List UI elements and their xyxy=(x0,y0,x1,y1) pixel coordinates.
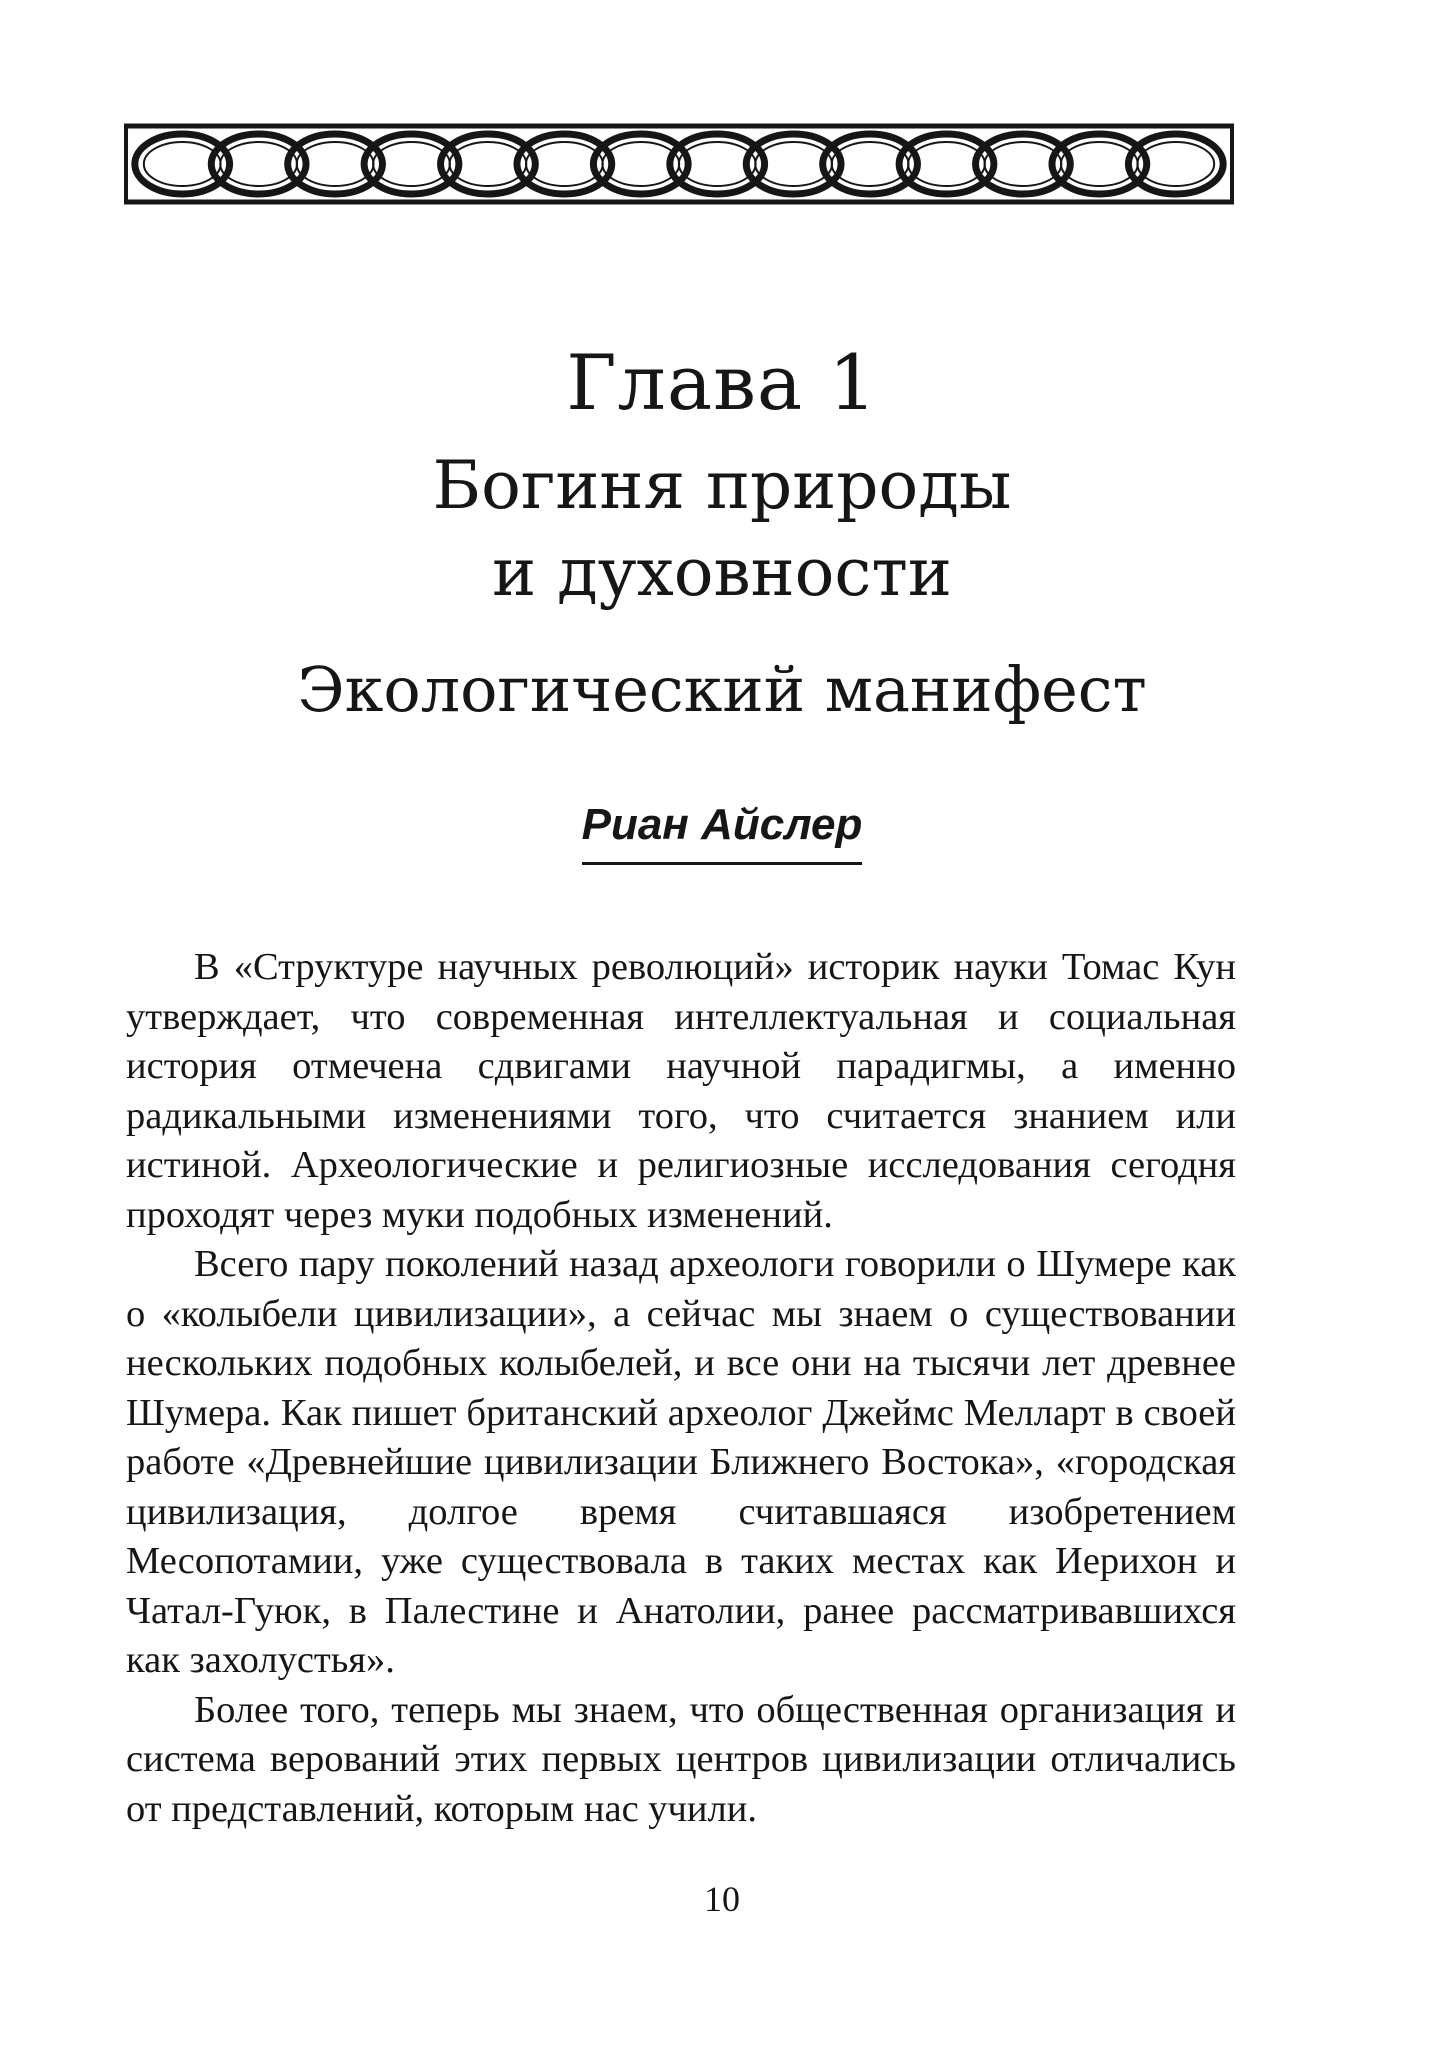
author-name: Риан Айслер xyxy=(582,796,863,865)
body-text xyxy=(126,943,1236,1834)
chapter-subtitle: Экологический манифест xyxy=(297,653,1147,726)
paragraph: Всего пару поколений назад археологи говорили о Шумере как о «колыбели цивилизации», а сейчас мы знаем о существовании нескольких подобных колыбелей, и все они на тысячи лет древнее Шумера. Как пишет британский археолог Джеймс Мелларт в своей работе «Древнейшие цивилизации Ближнего Востока», «городская цивилизация, долгое время считавшаяся изобретением Месопотамии, уже существовала в таких местах как Иерихон и Чатал-Гуюк, в Палестине и Анатолии, ранее рассматривавшихся как захолустья». xyxy=(126,1243,1236,1681)
paragraph: Более того, теперь мы знаем, что общественная организация и система верований этих первых центров цивилизации отличались от представлений, которым нас учили. xyxy=(126,1688,1236,1830)
author-block xyxy=(0,796,1444,865)
paragraph: В «Структуре научных революций» историк науки Томас Кун утверждает, что современная интеллектуальная и социальная история отмечена сдвигами научной парадигмы, а именно радикальными изменениями того, что считается знанием или истиной. Археологические и религиозные исследования сегодня проходят через муки подобных изменений. xyxy=(126,946,1236,1236)
chapter-title-line-2: и духовности xyxy=(492,534,952,611)
page-number: 10 xyxy=(704,1879,740,1919)
chapter-heading: Глава 1 xyxy=(566,338,878,427)
chain-border-ornament xyxy=(124,122,1234,206)
chapter-title-line-1: Богиня природы xyxy=(432,447,1012,524)
